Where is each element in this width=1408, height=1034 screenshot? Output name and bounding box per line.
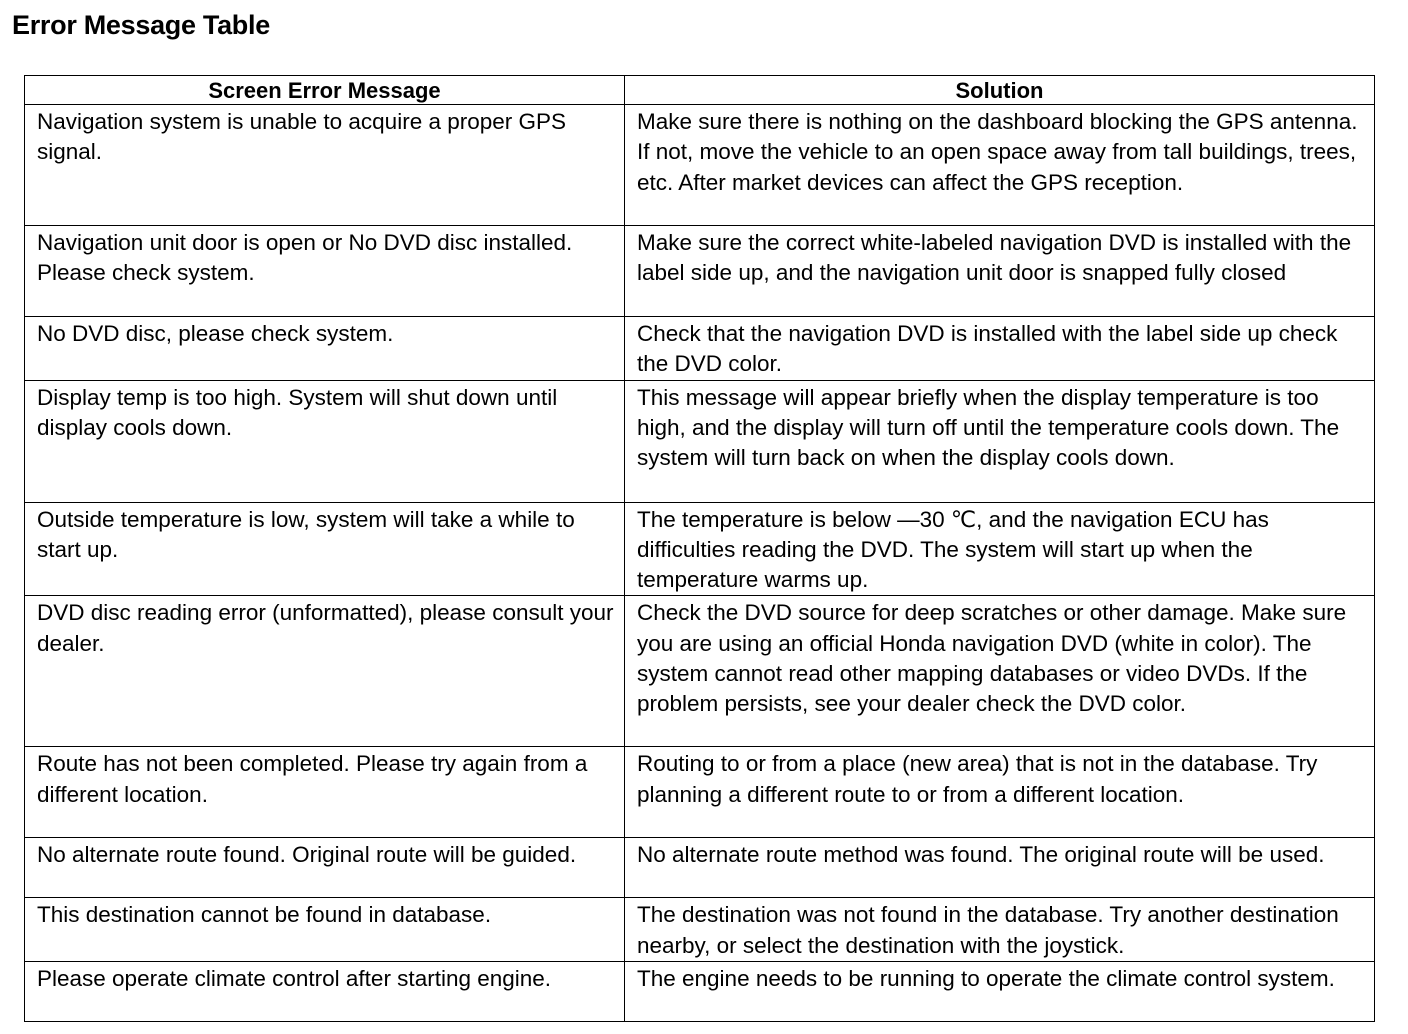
table-row [25, 502, 1375, 596]
table-row [25, 747, 1375, 838]
error-message-table [24, 75, 1375, 1022]
error-message-cell: Route has not been completed. Please try again from a different location. [25, 747, 625, 838]
solution-cell: This message will appear briefly when the display temperature is too high, and the display will turn off until the temperature cools down. The system will turn back on when the display cools down. [625, 380, 1375, 502]
table-row [25, 105, 1375, 226]
page-title: Error Message Table [12, 10, 270, 40]
error-message-cell: Please operate climate control after starting engine. [25, 962, 625, 1022]
solution-cell: Make sure the correct white-labeled navigation DVD is installed with the label side up, and the navigation unit door is snapped fully closed [625, 226, 1375, 317]
solution-cell: Routing to or from a place (new area) that is not in the database. Try planning a different route to or from a different location. [625, 747, 1375, 838]
table-row [25, 898, 1375, 962]
table-header-row [25, 76, 1375, 105]
error-message-cell: Navigation unit door is open or No DVD disc installed. Please check system. [25, 226, 625, 317]
table-row [25, 317, 1375, 381]
table-row [25, 380, 1375, 502]
solution-cell: The temperature is below —30 ℃, and the navigation ECU has difficulties reading the DVD. The system will start up when the temperature warms up. [625, 502, 1375, 596]
error-message-cell: Display temp is too high. System will shut down until display cools down. [25, 380, 625, 502]
error-message-cell: Outside temperature is low, system will take a while to start up. [25, 502, 625, 596]
solution-cell: The engine needs to be running to operate the climate control system. [625, 962, 1375, 1022]
error-message-cell: DVD disc reading error (unformatted), please consult your dealer. [25, 596, 625, 747]
error-message-cell: No DVD disc, please check system. [25, 317, 625, 381]
column-header-message: Screen Error Message [25, 76, 625, 105]
table-row [25, 596, 1375, 747]
solution-cell: Check the DVD source for deep scratches or other damage. Make sure you are using an official Honda navigation DVD (white in color). The system cannot read other mapping databases or video DVDs. If the problem persists, see your dealer check the DVD color. [625, 596, 1375, 747]
solution-cell: The destination was not found in the database. Try another destination nearby, or select the destination with the joystick. [625, 898, 1375, 962]
error-message-cell: Navigation system is unable to acquire a proper GPS signal. [25, 105, 625, 226]
table-row [25, 838, 1375, 898]
solution-cell: Make sure there is nothing on the dashboard blocking the GPS antenna. If not, move the vehicle to an open space away from tall buildings, trees, etc. After market devices can affect the GPS reception. [625, 105, 1375, 226]
solution-cell: No alternate route method was found. The original route will be used. [625, 838, 1375, 898]
table-row [25, 962, 1375, 1022]
solution-cell: Check that the navigation DVD is installed with the label side up check the DVD color. [625, 317, 1375, 381]
error-message-cell: This destination cannot be found in database. [25, 898, 625, 962]
table-row [25, 226, 1375, 317]
error-message-cell: No alternate route found. Original route will be guided. [25, 838, 625, 898]
column-header-solution: Solution [625, 76, 1375, 105]
